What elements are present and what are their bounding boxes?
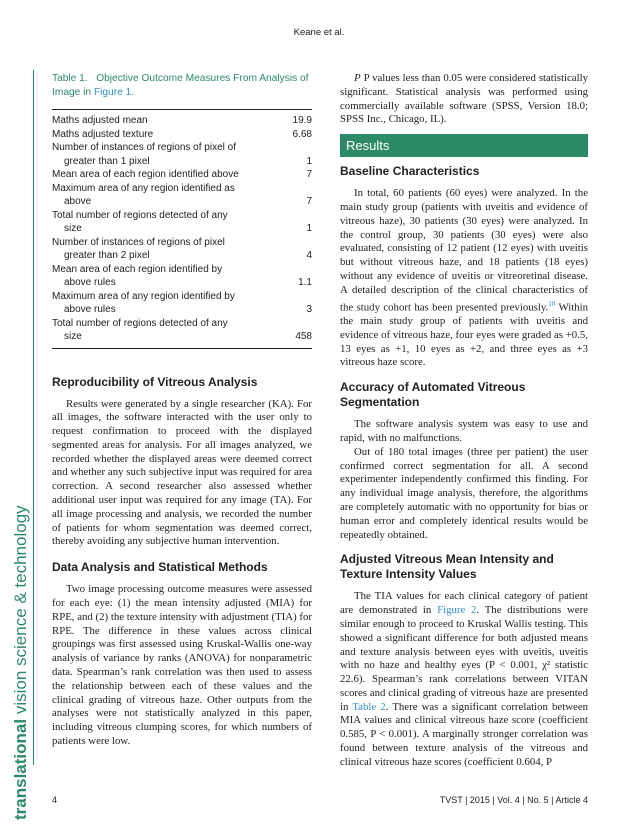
p-values-text: P values less than 0.05 were considered statistically significant. Statistical analysis was performed using commercially available software (SPSS, Version 18.0; SPSS Inc., Chicago, IL). [340, 72, 588, 126]
table-row [52, 168, 312, 182]
paragraph-accuracy-2: Out of 180 total images (three per patient) the user confirmed correct segmentation for all. A second experimenter independently confirmed this finding. For any individual image analysis, therefore, the algorithms are completely automatic with no opportunity for bias or human error and completely identical results would be repeatedly obtained. [340, 445, 588, 541]
table-row [52, 236, 312, 263]
table-2-link[interactable]: Table 2 [352, 700, 386, 713]
table-row-value: 7 [306, 169, 312, 180]
section-heading-data-analysis: Data Analysis and Statistical Methods [52, 560, 268, 575]
table-row [52, 317, 312, 348]
row-label-line1: Total number of regions detected of any [52, 317, 228, 329]
table-row-value: 1 [306, 223, 312, 234]
journal-brand-rest: vision science & technology [11, 505, 30, 719]
table-row-label [52, 141, 272, 168]
table-row-label [52, 110, 272, 128]
table-caption-text: Objective Outcome Measures From Analysis of Image in [52, 73, 309, 98]
paragraph-baseline [340, 187, 588, 370]
table-caption-end: . [131, 87, 135, 98]
section-heading-baseline: Baseline Characteristics [340, 164, 480, 179]
tia-text-1: The TIA values for each clinical category of patient are demonstrated in [340, 590, 588, 617]
row-label-line2: greater than 1 pixel [64, 155, 150, 167]
table-row [52, 290, 312, 317]
paragraph-tia [340, 590, 588, 769]
row-label-line1: Number of instances of regions of pixel of [52, 142, 236, 153]
section-heading-accuracy: Accuracy of Automated Vitreous Segmentation [340, 380, 526, 410]
row-label-line1: Maths adjusted mean [52, 115, 148, 126]
reference-10-link[interactable]: 10 [548, 299, 556, 308]
figure-1-link[interactable]: Figure 1 [93, 87, 132, 98]
section-heading-tia: Adjusted Vitreous Mean Intensity and Texture Intensity Values [340, 552, 554, 582]
paragraph-data-analysis: Two image processing outcome measures were assessed for each eye: (1) the mean intensity adjusted (MIA) for RPE, and (2) the texture intensity with adjustment (TIA) for RPE. The difference in these values across clinical groupings was first assessed using Kruskal-Wallis one-way analysis of variance by ranks (ANOVA) for nonparametric data. Spearman’s rank correlation was then used to assess the relationship between each of these values and the clinical grading of vitreous haze. Other outputs from the analyses were not statistically analyzed in this paper, including vitreous clumping scores, for which numbers of patients were low. [52, 583, 312, 748]
section-heading-reproducibility: Reproducibility of Vitreous Analysis [52, 374, 258, 389]
table-row-label [52, 263, 272, 290]
row-label-line1: Number of instances of regions of pixel [52, 236, 225, 248]
tia-text-2: . The distributions were similar enough to proceed to Kruskal Wallis testing. This showed a significant difference for both adjusted means and texture analysis between eyes with uveitis, uveitis with no haze and healthy eyes (P < 0.001, χ² statistic 22.6). Spearman’s rank correlations between VITAN scores and clinical grading of vitreous haze are presented in [340, 604, 588, 713]
table-row-label [52, 209, 272, 236]
paragraph-p-values: P P values less than 0.05 were considered statistically significant. Statistical analysis was performed using commercially available software (SPSS, Version 18.0; SPSS Inc., Chicago, IL). [340, 72, 588, 126]
table-row-label [52, 168, 272, 182]
table-row-value: 19.9 [292, 115, 312, 126]
table-row-label [52, 317, 272, 348]
row-label-line2: above [64, 196, 92, 207]
sidebar-rule [33, 70, 34, 765]
journal-citation: TVST | 2015 | Vol. 4 | No. 5 | Article 4 [439, 795, 588, 805]
row-label-line2: size [64, 223, 82, 234]
table-row [52, 141, 312, 168]
row-label-line1: Maximum area of any region identified as [52, 182, 235, 194]
outcome-measures-table [52, 110, 312, 348]
table-row [52, 209, 312, 236]
paragraph-reproducibility: Results were generated by a single researcher (KA). For all images, the software interacted with the user only to request confirmation to proceed with the displayed segmented areas for analysis. For all images analyzed, we recorded whether the displayed areas were deemed correct and whether any such subjective input was required for area correction. A second researcher also assessed whether additional user input was required for any image (TA). For all image processing and analysis, we recorded the number of patients for whom segmentation was deemed correct, thereby avoiding any subjective human intervention. [52, 397, 312, 548]
journal-sidebar [1, 440, 30, 820]
table-row-value: 3 [306, 304, 312, 315]
table-row-label [52, 290, 272, 317]
page-number: 4 [52, 795, 58, 805]
running-head: Keane et al. [293, 27, 345, 38]
row-label-line2: above rules [64, 277, 116, 288]
row-label-line1: Maths adjusted texture [52, 128, 154, 140]
table-row-label [52, 182, 272, 209]
row-label-line1: Mean area of each region identified above [52, 169, 239, 180]
journal-brand [11, 505, 31, 820]
baseline-text-a: In total, 60 patients (60 eyes) were analyzed. In the main study group (patients with uveitis and evidence of vitreous haze), 30 patients (30 eyes) were analyzed. In the control group, 30 patients (30 eyes) were also evaluated, consisting of 12 patient (12 eyes) with uveitis but without vitreous haze, and 18 patients (18 eyes) without any evidence of uveitis or vitreoretinal disease. A detailed description of the clinical characteristics of the study cohort has been presented previously. [340, 187, 588, 314]
row-label-line1: Total number of regions detected of any [52, 209, 228, 221]
right-column [340, 72, 588, 770]
paragraph-accuracy-1: The software analysis system was easy to use and rapid, with no malfunctions. [340, 418, 588, 444]
table-caption-prefix: Table 1. [52, 73, 88, 84]
table-row-value: 4 [306, 250, 312, 261]
table-row-value: 458 [295, 331, 312, 342]
journal-brand-bold: translational [11, 718, 30, 820]
baseline-text-b: Within the main study group of patients with uveitis and evidence of vitreous haze, four eyes were graded as +0.5, 13 eyes as +1, 10 eyes as +2, and three eyes as +3 vitreous haze score. [340, 301, 589, 369]
left-column [52, 72, 312, 749]
table-caption [52, 72, 312, 100]
row-label-line1: Maximum area of any region identified by [52, 290, 235, 302]
results-section-bar: Results [340, 134, 588, 157]
table-row-value: 7 [306, 196, 312, 207]
row-label-line1: Mean area of each region identified by [52, 263, 223, 275]
row-label-line2: size [64, 331, 82, 342]
row-label-line2: above rules [64, 304, 116, 315]
row-label-line2: greater than 2 pixel [64, 250, 150, 261]
table-row-label [52, 236, 272, 263]
table-row-label [52, 128, 272, 142]
table-row [52, 110, 312, 128]
table-row-value: 1 [306, 155, 312, 167]
table-row [52, 182, 312, 209]
tia-text-3: . There was a significant correlation between MIA values and clinical vitreous haze score (coefficient 0.585, P < 0.001). A marginally stronger correlation was found between texture analysis of the vitreous and clinical vitreous haze scores (coefficient 0.604, P [340, 700, 589, 768]
table-row-value: 6.68 [292, 128, 312, 140]
figure-2-link[interactable]: Figure 2 [437, 604, 477, 617]
table-row-value: 1.1 [298, 277, 312, 288]
table-row [52, 128, 312, 142]
table-row [52, 263, 312, 290]
